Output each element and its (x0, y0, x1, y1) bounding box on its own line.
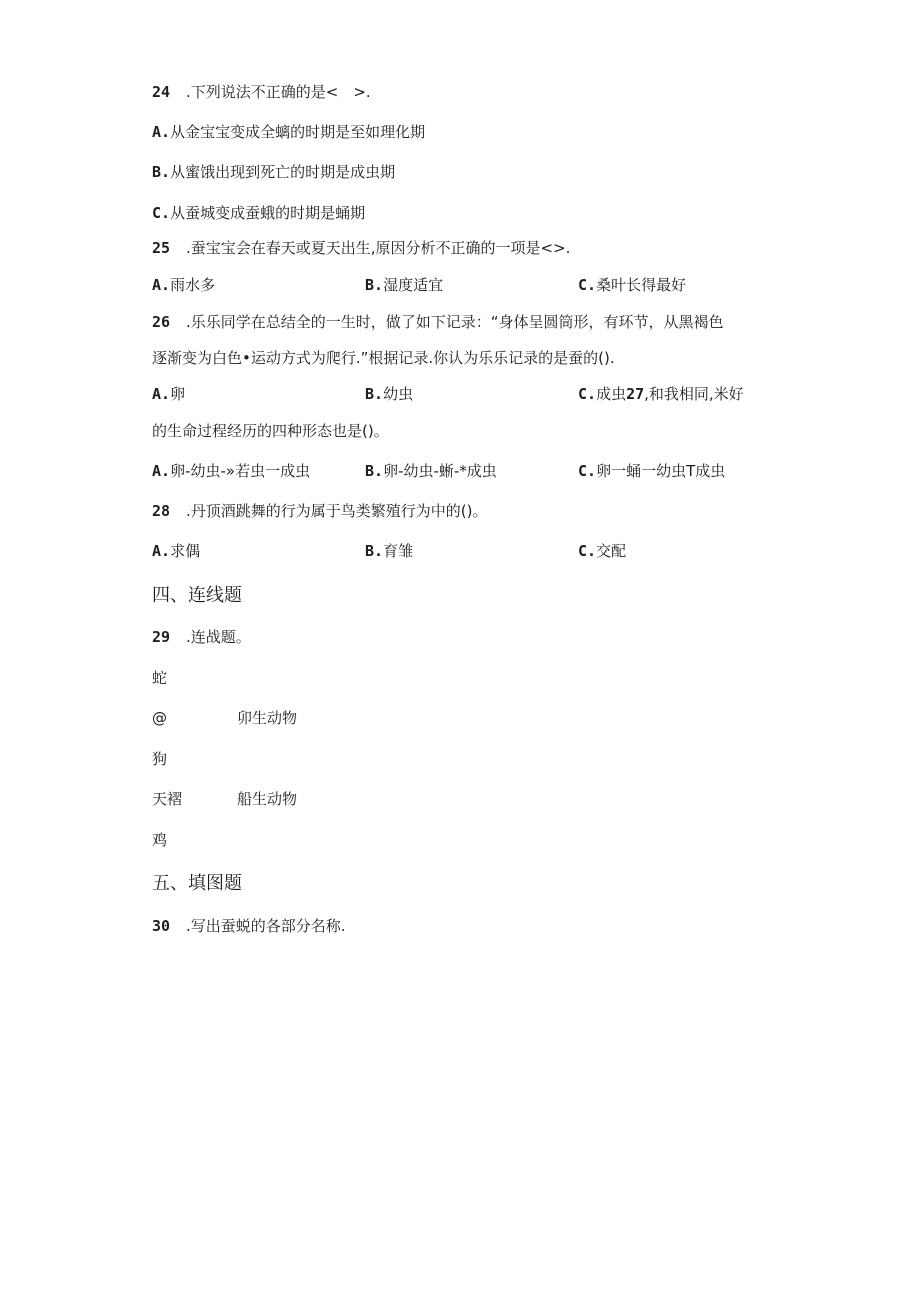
q27-number: 27 (626, 385, 645, 403)
option-letter: B. (365, 542, 384, 560)
q30-stem (152, 916, 346, 936)
question-text-continued: 的生命过程经历的四种形态也是()。 (152, 422, 389, 440)
option-letter: A. (152, 276, 171, 294)
q24-stem-row (0, 82, 920, 102)
option-letter: C. (152, 204, 171, 222)
option (365, 541, 413, 561)
option-text: 湿度适宜 (383, 276, 444, 294)
matching-left-item: 天褶 (152, 790, 183, 808)
option-letter: B. (152, 163, 171, 181)
option (578, 541, 626, 561)
q27-options-row (0, 461, 920, 481)
question-number: 25 (152, 239, 171, 257)
option-letter: C. (578, 276, 597, 294)
option-text: 交配 (596, 542, 627, 560)
question-number: 28 (152, 502, 171, 520)
option-letter: C. (578, 542, 597, 560)
option (365, 384, 413, 404)
q26-stem-row (0, 312, 920, 332)
q25-stem (152, 238, 570, 258)
section-heading: 五、填图题 (152, 873, 242, 894)
q24-stem (152, 82, 371, 102)
option-text: 从蚕城变成蚕蛾的时期是蛹期 (170, 204, 366, 222)
q26-stem-row-2 (0, 348, 920, 368)
option-text: 从蜜饿出现到死亡的时期是成虫期 (170, 163, 396, 181)
question-text: .写出蚕蜕的各部分名称. (186, 917, 346, 935)
option-text: 卵 (170, 385, 186, 403)
question-text: .丹顶酒跳舞的行为属于鸟类繁殖行为中的()。 (186, 502, 488, 520)
q27-text: ,和我相同,米好 (644, 385, 744, 403)
option (152, 203, 365, 223)
q27-stem-row (0, 421, 920, 441)
matching-right-item: 卯生动物 (237, 709, 298, 727)
option-letter: B. (365, 385, 384, 403)
option-letter: A. (152, 123, 171, 141)
option (578, 275, 686, 295)
matching-right-item: 船生动物 (237, 790, 298, 808)
q24-option-c (0, 203, 920, 223)
option (152, 122, 425, 142)
question-text: .下列说法不正确的是< >. (186, 83, 371, 101)
q28-options-row (0, 541, 920, 561)
option (152, 162, 395, 182)
option (152, 275, 215, 295)
option-letter: C. (578, 385, 597, 403)
question-text-continued: 逐渐变为白色•运动方式为爬行.”根据记录.你认为乐乐记录的是蚕的(). (152, 349, 615, 367)
q26-stem (152, 312, 724, 332)
section-heading: 四、连线题 (152, 585, 242, 606)
question-text: .乐乐同学在总结全的一生时，做了如下记录：“身体呈圆筒形，有环节，从黑褐色 (186, 313, 724, 331)
question-number: 26 (152, 313, 171, 331)
matching-row (0, 789, 920, 809)
q24-option-a (0, 122, 920, 142)
matching-left-item: 狗 (152, 750, 168, 768)
q28-stem-row (0, 501, 920, 521)
matching-row (0, 708, 920, 728)
matching-row (0, 668, 920, 688)
question-number: 29 (152, 628, 171, 646)
q29-stem (152, 627, 251, 647)
matching-left-item: @ (152, 709, 167, 727)
question-number: 24 (152, 83, 171, 101)
option-letter: A. (152, 462, 171, 480)
option-text: 卵一蛹一幼虫T成虫 (596, 462, 726, 480)
q25-stem-row (0, 238, 920, 258)
q25-options-row (0, 275, 920, 295)
option-letter: A. (152, 542, 171, 560)
option (152, 461, 310, 481)
matching-left-item: 鸡 (152, 831, 168, 849)
question-text: .蚕宝宝会在春天或夏天出生,原因分析不正确的一项是<>. (186, 239, 571, 257)
q24-option-b (0, 162, 920, 182)
option-text: 育雏 (383, 542, 414, 560)
option-letter: B. (365, 276, 384, 294)
option-text: 成虫 (596, 385, 627, 403)
option-text: 雨水多 (170, 276, 216, 294)
question-text: .连战题。 (186, 628, 251, 646)
option (152, 384, 185, 404)
option-text: 从金宝宝变成全螭的时期是至如理化期 (170, 123, 426, 141)
option (365, 461, 497, 481)
option (365, 275, 443, 295)
q26-options-row (0, 384, 920, 404)
option-text: 幼虫 (383, 385, 414, 403)
matching-row (0, 749, 920, 769)
option-text: 桑叶长得最好 (596, 276, 687, 294)
option (578, 384, 744, 404)
matching-row (0, 830, 920, 850)
q29-stem-row (0, 627, 920, 647)
question-number: 30 (152, 917, 171, 935)
matching-left-item: 蛇 (152, 669, 168, 687)
option-text: 卵-幼虫-»若虫一成虫 (170, 462, 311, 480)
option (152, 541, 200, 561)
option-letter: A. (152, 385, 171, 403)
option (578, 461, 725, 481)
option-letter: C. (578, 462, 597, 480)
option-text: 卵-幼虫-蜥-*成虫 (383, 462, 497, 480)
q30-stem-row (0, 916, 920, 936)
option-letter: B. (365, 462, 384, 480)
q28-stem (152, 501, 487, 521)
option-text: 求偶 (170, 542, 201, 560)
